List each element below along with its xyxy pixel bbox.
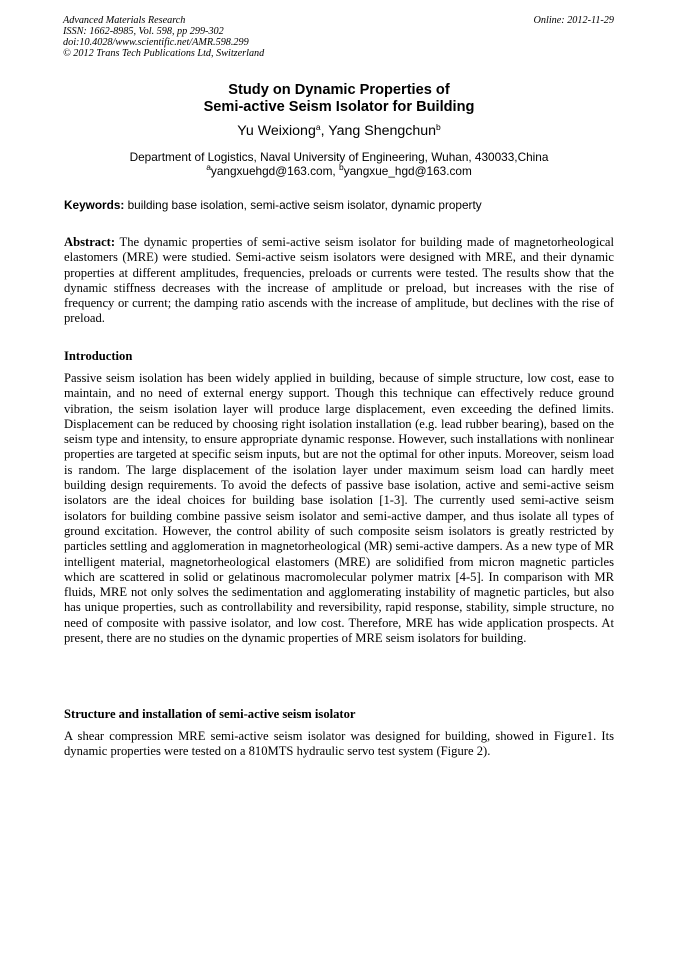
- email-a-mark: a: [206, 162, 211, 172]
- journal-header: [63, 15, 264, 59]
- keywords-label: Keywords:: [64, 198, 125, 212]
- email-a: yangxuehgd@163.com,: [210, 164, 339, 178]
- structure-heading: Structure and installation of semi-active seism isolator: [64, 707, 356, 721]
- author-list: [0, 123, 678, 139]
- copyright-line: © 2012 Trans Tech Publications Ltd, Switzerland: [63, 48, 265, 59]
- author-1-affil-mark: a: [315, 122, 321, 132]
- doi-line: doi:10.4028/www.scientific.net/AMR.598.299: [63, 37, 249, 48]
- title-line-2: Semi-active Seism Isolator for Building: [203, 99, 475, 115]
- keywords-text: building base isolation, semi-active seism isolator, dynamic property: [124, 198, 482, 212]
- journal-name: Advanced Materials Research: [63, 15, 186, 26]
- issn-line: ISSN: 1662-8985, Vol. 598, pp 299-302: [63, 26, 224, 37]
- email-b-mark: b: [338, 162, 344, 172]
- keywords: [64, 198, 614, 212]
- author-2-affil-mark: b: [436, 122, 441, 132]
- structure-text: A shear compression MRE semi-active seism isolator was designed for building, showed in Figure1. Its dynamic properties were tested on a 810MTS hydraulic servo test system (Figure 2).: [64, 729, 614, 759]
- author-separator: ,: [320, 123, 329, 139]
- online-date: Online: 2012-11-29: [533, 15, 614, 26]
- affiliation: Department of Logistics, Naval University of Engineering, Wuhan, 430033,China: [129, 150, 549, 164]
- email-b: yangxue_hgd@163.com: [343, 164, 472, 178]
- abstract: [64, 235, 614, 327]
- introduction-text: Passive seism isolation has been widely applied in building, because of simple structure, low cost, ease to maintain, and no need of external energy support. Though this technique can effectively reduce ground vibration, the seism isolation layer will produce large displacement, even exceeding the defined limits. Displacement can be reduced by choosing right isolation installation (e.g. lead rubber bearing), based on the seism type and intensity, to ensure appropriate dynamic response. However, such installations with nonlinear properties are targeted at specific seism inputs, but are not the optimal for other inputs. Moreover, seism load is random. The large displacement of the isolation layer under maximum seism load can hardly meet building design requirements. To avoid the defects of passive base isolation, active and semi-active seism isolators are the ideal choices for building base isolation [1-3]. The currently used semi-active seism isolators for building combine passive seism isolator and semi-active damper, and thus isolate all types of ground excitation. However, the control ability of such composite seism isolators is greatly restricted by particles settling and agglomeration in magnetorheological (MR) semi-active dampers. As a new type of MR intelligent material, magnetorheological elastomers (MRE) are solidified from micron magnetic particles which are scattered in solid or gelatinous macromolecular polymer matrix [4-5]. In comparison with MR fluids, MRE not only solves the sedimentation and agglomerating instability of magnetic particles, but also has unique properties, such as controllability and reversibility, rapid response, stability, simple structure, no need of composite with passive isolator, and low cost. Therefore, MRE has wide application prospects. At present, there are no studies on the dynamic properties of MRE seism isolators for building.: [64, 371, 614, 646]
- title-line-1: Study on Dynamic Properties of: [228, 82, 450, 98]
- author-2: Yang Shengchun: [328, 123, 437, 139]
- abstract-text: The dynamic properties of semi-active seism isolator for building made of magnetorheological elastomers (MRE) were studied. Semi-active seism isolators were designed with MRE, and their dynamic properties at different amplitudes, frequencies, preloads or currents were tested. The results show that the dynamic stiffness decreases with the increase of amplitude or preload, but increases with the rise of frequency or current; the damping ratio ascends with the increase of amplitude, but declines with the rise of preload.: [64, 235, 614, 326]
- abstract-label: Abstract:: [64, 235, 116, 249]
- introduction-heading: Introduction: [64, 349, 133, 363]
- paper-title: [0, 82, 678, 116]
- author-emails: [0, 164, 678, 178]
- author-1: Yu Weixiong: [237, 123, 316, 139]
